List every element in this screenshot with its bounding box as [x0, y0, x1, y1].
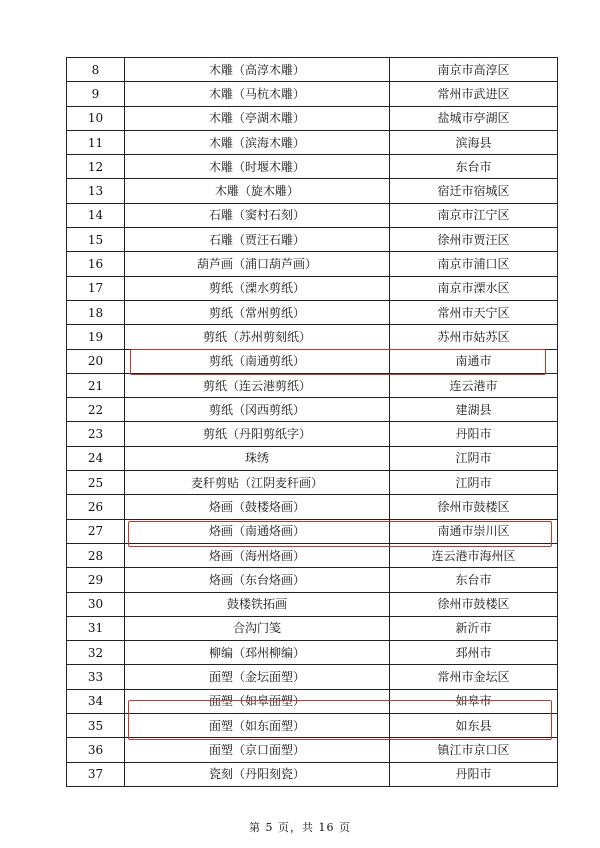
region-name: 丹阳市: [390, 762, 558, 786]
item-name: 烙画（海州烙画）: [125, 543, 390, 567]
region-name: 徐州市鼓楼区: [390, 592, 558, 616]
region-name: 徐州市贾汪区: [390, 228, 558, 252]
item-name: 石雕（窦村石刻）: [125, 203, 390, 227]
item-name: 葫芦画（浦口葫芦画）: [125, 252, 390, 276]
row-number: 9: [67, 82, 125, 106]
region-name: 常州市金坛区: [390, 665, 558, 689]
region-name: 南京市溧水区: [390, 276, 558, 300]
row-number: 30: [67, 592, 125, 616]
item-name: 合沟门笺: [125, 616, 390, 640]
table-row: [67, 373, 558, 397]
item-name: 剪纸（溧水剪纸）: [125, 276, 390, 300]
table-row: [67, 252, 558, 276]
table-row: [67, 543, 558, 567]
table-row: [67, 179, 558, 203]
region-name: 宿迁市宿城区: [390, 179, 558, 203]
item-name: 木雕（马杭木雕）: [125, 82, 390, 106]
row-number: 18: [67, 300, 125, 324]
table-row: [67, 300, 558, 324]
region-name: 南通市崇川区: [390, 519, 558, 543]
region-name: 南京市高淳区: [390, 58, 558, 82]
item-name: 鼓楼铁拓画: [125, 592, 390, 616]
item-name: 木雕（亭湖木雕）: [125, 106, 390, 130]
region-name: 东台市: [390, 155, 558, 179]
row-number: 17: [67, 276, 125, 300]
table-row: [67, 106, 558, 130]
row-number: 33: [67, 665, 125, 689]
item-name: 面塑（如东面塑）: [125, 714, 390, 738]
row-number: 13: [67, 179, 125, 203]
region-name: 新沂市: [390, 616, 558, 640]
region-name: 东台市: [390, 568, 558, 592]
table-row: [67, 398, 558, 422]
row-number: 37: [67, 762, 125, 786]
item-name: 面塑（金坛面塑）: [125, 665, 390, 689]
row-number: 22: [67, 398, 125, 422]
table-row: [67, 592, 558, 616]
highlight-box-row-20: [130, 349, 546, 375]
row-number: 16: [67, 252, 125, 276]
item-name: 剪纸（南通剪纸）: [125, 349, 390, 373]
region-name: 南京市浦口区: [390, 252, 558, 276]
row-number: 15: [67, 228, 125, 252]
row-number: 23: [67, 422, 125, 446]
row-number: 14: [67, 203, 125, 227]
item-name: 面塑（京口面塑）: [125, 738, 390, 762]
table-row: [67, 82, 558, 106]
region-name: 镇江市京口区: [390, 738, 558, 762]
row-number: 32: [67, 641, 125, 665]
table-row: [67, 495, 558, 519]
table-row: [67, 276, 558, 300]
item-name: 木雕（高淳木雕）: [125, 58, 390, 82]
region-name: 连云港市海州区: [390, 543, 558, 567]
heritage-table: [66, 57, 558, 787]
row-number: 12: [67, 155, 125, 179]
region-name: 南通市: [390, 349, 558, 373]
table-row: [67, 446, 558, 470]
region-name: 连云港市: [390, 373, 558, 397]
item-name: 烙画（南通烙画）: [125, 519, 390, 543]
item-name: 柳编（邳州柳编）: [125, 641, 390, 665]
item-name: 烙画（鼓楼烙画）: [125, 495, 390, 519]
region-name: 滨海县: [390, 130, 558, 154]
table-row: [67, 641, 558, 665]
table-row: [67, 58, 558, 82]
row-number: 34: [67, 689, 125, 713]
table-body: [67, 58, 558, 787]
item-name: 木雕（滨海木雕）: [125, 130, 390, 154]
page-footer: 第 5 页，共 16 页: [249, 821, 351, 834]
highlight-box-rows-34-35: [128, 700, 552, 740]
row-number: 8: [67, 58, 125, 82]
region-name: 如皋市: [390, 689, 558, 713]
item-name: 面塑（如皋面塑）: [125, 689, 390, 713]
table-row: [67, 568, 558, 592]
item-name: 剪纸（常州剪纸）: [125, 300, 390, 324]
table-row: [67, 130, 558, 154]
item-name: 烙画（东台烙画）: [125, 568, 390, 592]
region-name: 邳州市: [390, 641, 558, 665]
table-row: [67, 155, 558, 179]
region-name: 如东县: [390, 714, 558, 738]
row-number: 20: [67, 349, 125, 373]
table-row: [67, 616, 558, 640]
row-number: 36: [67, 738, 125, 762]
region-name: 江阴市: [390, 471, 558, 495]
region-name: 建湖县: [390, 398, 558, 422]
region-name: 南京市江宁区: [390, 203, 558, 227]
row-number: 19: [67, 325, 125, 349]
region-name: 苏州市姑苏区: [390, 325, 558, 349]
row-number: 31: [67, 616, 125, 640]
table-row: [67, 665, 558, 689]
region-name: 丹阳市: [390, 422, 558, 446]
table-row: [67, 738, 558, 762]
region-name: 常州市武进区: [390, 82, 558, 106]
row-number: 24: [67, 446, 125, 470]
region-name: 常州市天宁区: [390, 300, 558, 324]
item-name: 木雕（时堰木雕）: [125, 155, 390, 179]
table-row: [67, 325, 558, 349]
item-name: 石雕（贾汪石雕）: [125, 228, 390, 252]
region-name: 盐城市亭湖区: [390, 106, 558, 130]
row-number: 10: [67, 106, 125, 130]
table-row: [67, 203, 558, 227]
row-number: 27: [67, 519, 125, 543]
table-row: [67, 471, 558, 495]
item-name: 剪纸（丹阳剪纸字）: [125, 422, 390, 446]
region-name: 徐州市鼓楼区: [390, 495, 558, 519]
item-name: 剪纸（连云港剪纸）: [125, 373, 390, 397]
item-name: 瓷刻（丹阳刻瓷）: [125, 762, 390, 786]
row-number: 25: [67, 471, 125, 495]
row-number: 29: [67, 568, 125, 592]
table-row: [67, 762, 558, 786]
item-name: 珠绣: [125, 446, 390, 470]
item-name: 木雕（旋木雕）: [125, 179, 390, 203]
highlight-box-row-27: [128, 521, 552, 547]
row-number: 26: [67, 495, 125, 519]
item-name: 麦秆剪贴（江阴麦秆画）: [125, 471, 390, 495]
item-name: 剪纸（苏州剪刻纸）: [125, 325, 390, 349]
row-number: 11: [67, 130, 125, 154]
row-number: 35: [67, 714, 125, 738]
region-name: 江阴市: [390, 446, 558, 470]
item-name: 剪纸（冈西剪纸）: [125, 398, 390, 422]
row-number: 21: [67, 373, 125, 397]
table-row: [67, 422, 558, 446]
table-row: [67, 228, 558, 252]
row-number: 28: [67, 543, 125, 567]
